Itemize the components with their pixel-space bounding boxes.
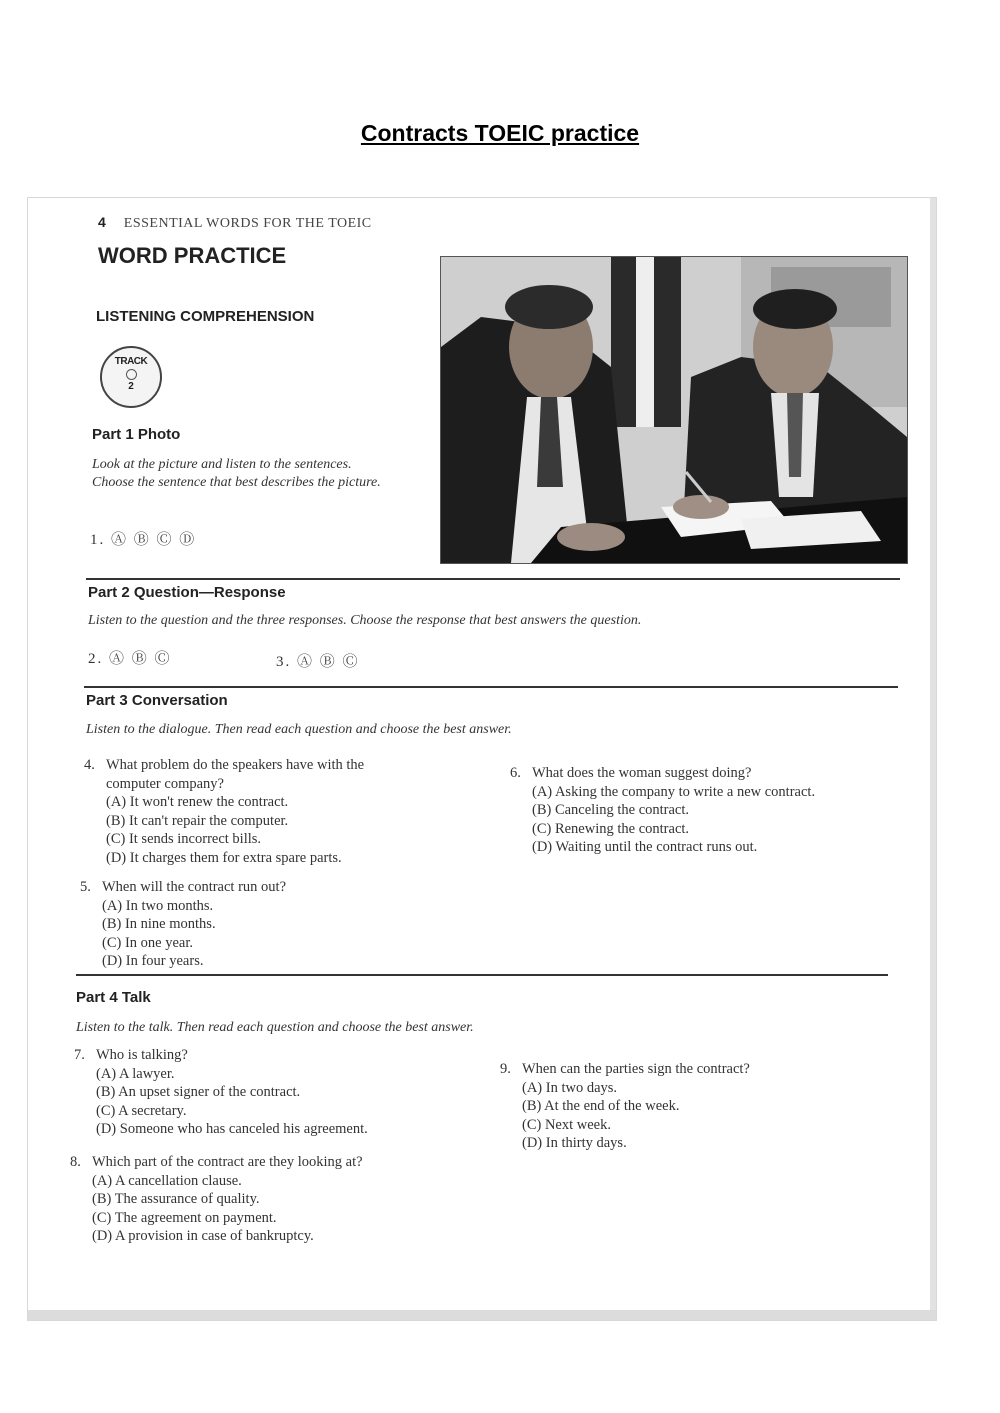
- question-8: [70, 1153, 490, 1246]
- question-5-number: 5.: [80, 879, 91, 895]
- question-8-option-c[interactable]: (C) The agreement on payment.: [92, 1209, 277, 1226]
- question-6-number: 6.: [510, 765, 521, 781]
- part4-title: Part 4 Talk: [76, 989, 151, 1006]
- part1-instr-line1: Look at the picture and listen to the sentences.: [92, 457, 352, 472]
- book-title: ESSENTIAL WORDS FOR THE TOEIC: [123, 216, 372, 231]
- word-practice-heading: WORD PRACTICE: [98, 243, 287, 268]
- question-7-stem: Who is talking?: [96, 1047, 188, 1063]
- part1-title: Part 1 Photo: [92, 426, 181, 443]
- question-8-option-a[interactable]: (A) A cancellation clause.: [92, 1172, 242, 1189]
- question-8-option-b[interactable]: (B) The assurance of quality.: [92, 1191, 260, 1207]
- question-7: [74, 1046, 474, 1139]
- scanned-page: [28, 198, 936, 1320]
- question-7-option-b[interactable]: (B) An upset signer of the contract.: [96, 1084, 301, 1100]
- question-2-options[interactable]: 2. Ⓐ Ⓑ Ⓒ: [88, 651, 172, 667]
- question-6-option-b[interactable]: (B) Canceling the contract.: [532, 802, 690, 818]
- part4-rule: [76, 974, 888, 976]
- question-4-option-c[interactable]: (C) It sends incorrect bills.: [106, 831, 262, 847]
- question-6-option-a[interactable]: (A) Asking the company to write a new contract.: [532, 783, 816, 800]
- question-6-option-c[interactable]: (C) Renewing the contract.: [532, 820, 690, 837]
- cd-hole-icon: [126, 369, 137, 380]
- part3-instructions: Listen to the dialogue. Then read each question and choose the best answer.: [86, 722, 512, 737]
- question-4-number: 4.: [84, 757, 95, 773]
- book-header: [98, 214, 372, 232]
- question-4-option-b[interactable]: (B) It can't repair the computer.: [106, 812, 289, 829]
- question-7-number: 7.: [74, 1047, 85, 1063]
- question-5-option-d[interactable]: (D) In four years.: [102, 953, 204, 969]
- question-5-option-c[interactable]: (C) In one year.: [102, 934, 193, 951]
- question-5-stem: When will the contract run out?: [102, 879, 287, 895]
- question-5: [80, 878, 460, 971]
- question-6-stem: What does the woman suggest doing?: [532, 765, 752, 781]
- part3-rule: [84, 686, 898, 688]
- question-5-option-b[interactable]: (B) In nine months.: [102, 916, 216, 932]
- question-8-option-d[interactable]: (D) A provision in case of bankruptcy.: [92, 1228, 314, 1244]
- part1-instructions: [92, 456, 381, 492]
- question-5-option-a[interactable]: (A) In two months.: [102, 897, 214, 914]
- question-1-options[interactable]: 1. Ⓐ Ⓑ Ⓒ Ⓓ: [90, 532, 197, 548]
- question-9-option-b[interactable]: (B) At the end of the week.: [522, 1098, 680, 1114]
- part2-rule: [86, 578, 900, 580]
- question-8-number: 8.: [70, 1154, 81, 1170]
- track-label: TRACK: [114, 356, 148, 367]
- part2-instructions: Listen to the question and the three responses. Choose the response that best answers the question.: [88, 613, 642, 628]
- track-number: 2: [128, 381, 134, 392]
- part2-title: Part 2 Question—Response: [88, 584, 286, 601]
- business-meeting-photo: [440, 256, 908, 564]
- question-4-option-a[interactable]: (A) It won't renew the contract.: [106, 794, 289, 810]
- question-9-option-c[interactable]: (C) Next week.: [522, 1116, 611, 1133]
- question-7-option-a[interactable]: (A) A lawyer.: [96, 1065, 175, 1082]
- question-8-stem: Which part of the contract are they looking at?: [92, 1154, 363, 1170]
- part3-title: Part 3 Conversation: [86, 692, 228, 709]
- question-4-stem: What problem do the speakers have with the computer company?: [106, 757, 365, 792]
- question-7-option-d[interactable]: (D) Someone who has canceled his agreement.: [96, 1121, 368, 1137]
- question-9: [500, 1060, 900, 1153]
- part1-instr-line2: Choose the sentence that best describes the picture.: [92, 475, 381, 490]
- question-9-number: 9.: [500, 1061, 511, 1077]
- question-6-option-d[interactable]: (D) Waiting until the contract runs out.: [532, 839, 758, 855]
- question-4-option-d[interactable]: (D) It charges them for extra spare parts.: [106, 849, 342, 866]
- question-6: [510, 764, 910, 857]
- question-9-stem: When can the parties sign the contract?: [522, 1061, 750, 1077]
- listening-heading: LISTENING COMPREHENSION: [96, 308, 315, 325]
- track-cd-icon: [100, 346, 162, 408]
- page-number: 4: [98, 214, 106, 230]
- scan-bottom-shadow: [28, 1310, 936, 1320]
- question-9-option-d[interactable]: (D) In thirty days.: [522, 1135, 627, 1151]
- page-title: Contracts TOEIC practice: [360, 120, 640, 146]
- scan-edge-shadow: [930, 198, 936, 1320]
- question-3-options[interactable]: 3. Ⓐ Ⓑ Ⓒ: [276, 654, 360, 670]
- part4-instructions: Listen to the talk. Then read each question and choose the best answer.: [76, 1020, 474, 1035]
- question-4: [84, 756, 464, 867]
- question-9-option-a[interactable]: (A) In two days.: [522, 1079, 618, 1096]
- question-7-option-c[interactable]: (C) A secretary.: [96, 1102, 187, 1119]
